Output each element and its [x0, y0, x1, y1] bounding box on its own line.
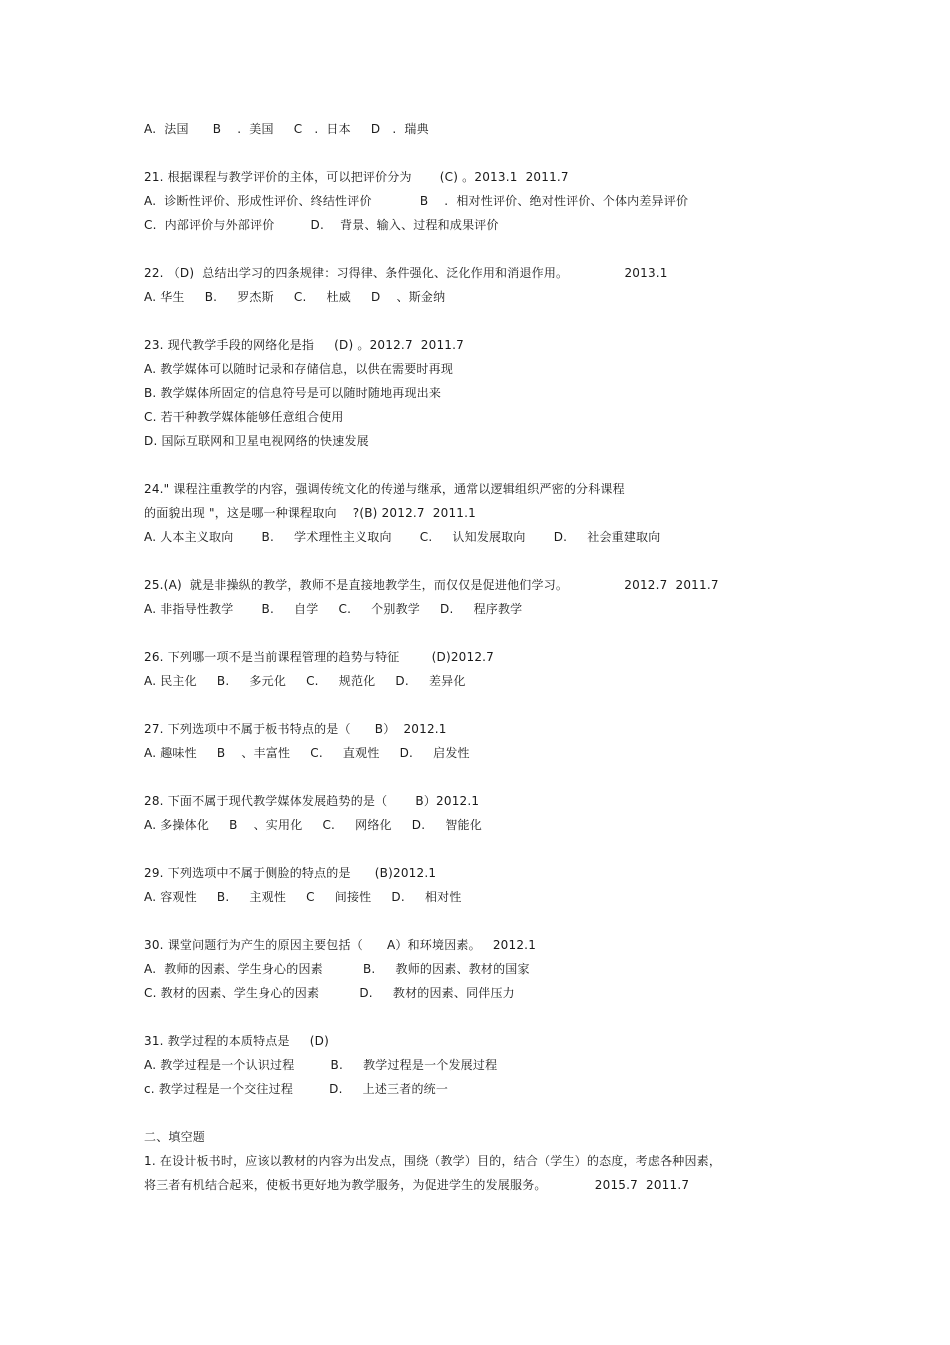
text-line: 31. 教学过程的本质特点是 (D) [144, 1034, 329, 1048]
text-line: A. 华生 B. 罗杰斯 C. 杜威 D 、斯金纳 [144, 290, 446, 304]
text-line: 22. （D) 总结出学习的四条规律：习得律、条件强化、泛化作用和消退作用。 2013.1 [144, 266, 668, 280]
text-line: A. 人本主义取向 B. 学术理性主义取向 C. 认知发展取向 D. 社会重建取向 [144, 530, 661, 544]
section-heading: 二、填空题 [144, 1130, 206, 1144]
text-line: B. 教学媒体所固定的信息符号是可以随时随地再现出来 [144, 386, 442, 400]
text-line: C. 内部评价与外部评价 D. 背景、输入、过程和成果评价 [144, 218, 499, 232]
text-line: A. 教师的因素、学生身心的因素 B. 教师的因素、教材的国家 [144, 962, 530, 976]
text-line: A. 趣味性 B 、丰富性 C. 直观性 D. 启发性 [144, 746, 470, 760]
text-line: c. 教学过程是一个交往过程 D. 上述三者的统一 [144, 1082, 449, 1096]
text-line: A. 民主化 B. 多元化 C. 规范化 D. 差异化 [144, 674, 466, 688]
text-line: 将三者有机结合起来，使板书更好地为教学服务，为促进学生的发展服务。 2015.7 2011.7 [144, 1178, 690, 1192]
text-line: A. 诊断性评价、形成性评价、终结性评价 B . 相对性评价、绝对性评价、个体内差异评价 [144, 194, 689, 208]
text-line: A. 教学媒体可以随时记录和存储信息，以供在需要时再现 [144, 362, 454, 376]
text-line: A. 教学过程是一个认识过程 B. 教学过程是一个发展过程 [144, 1058, 498, 1072]
text-line: 30. 课堂问题行为产生的原因主要包括（ A）和环境因素。 2012.1 [144, 938, 537, 952]
text-line: A. 法国 B . 美国 C . 日本 D . 瑞典 [144, 122, 429, 136]
text-line: D. 国际互联网和卫星电视网络的快速发展 [144, 434, 369, 448]
text-line: 25.(A) 就是非操纵的教学，教师不是直接地教学生，而仅仅是促进他们学习。 2012.7 2011.7 [144, 578, 719, 592]
text-line: 23. 现代教学手段的网络化是指 (D) 。2012.7 2011.7 [144, 338, 464, 352]
text-line: C. 教材的因素、学生身心的因素 D. 教材的因素、同伴压力 [144, 986, 515, 1000]
text-line: A. 非指导性教学 B. 自学 C. 个别教学 D. 程序教学 [144, 602, 523, 616]
text-line: 29. 下列选项中不属于侧脸的特点的是 (B)2012.1 [144, 866, 437, 880]
text-line: 的面貌出现 "，这是哪一种课程取向 ?(B) 2012.7 2011.1 [144, 506, 476, 520]
text-line: 21. 根据课程与教学评价的主体，可以把评价分为 (C) 。2013.1 2011.7 [144, 170, 569, 184]
text-line: 27. 下列选项中不属于板书特点的是（ B） 2012.1 [144, 722, 447, 736]
text-line: 28. 下面不属于现代教学媒体发展趋势的是（ B）2012.1 [144, 794, 480, 808]
text-line: 1. 在设计板书时，应该以教材的内容为出发点，围绕（教学）目的，结合（学生）的态度，考虑各种因素， [144, 1154, 722, 1168]
text-line: 24." 课程注重教学的内容，强调传统文化的传递与继承，通常以逻辑组织严密的分科课程 [144, 482, 625, 496]
text-line: A. 容观性 B. 主观性 C 间接性 D. 相对性 [144, 890, 462, 904]
text-line: C. 若干种教学媒体能够任意组合使用 [144, 410, 344, 424]
text-line: A. 多操体化 B 、实用化 C. 网络化 D. 智能化 [144, 818, 482, 832]
text-line: 26. 下列哪一项不是当前课程管理的趋势与特征 (D)2012.7 [144, 650, 495, 664]
